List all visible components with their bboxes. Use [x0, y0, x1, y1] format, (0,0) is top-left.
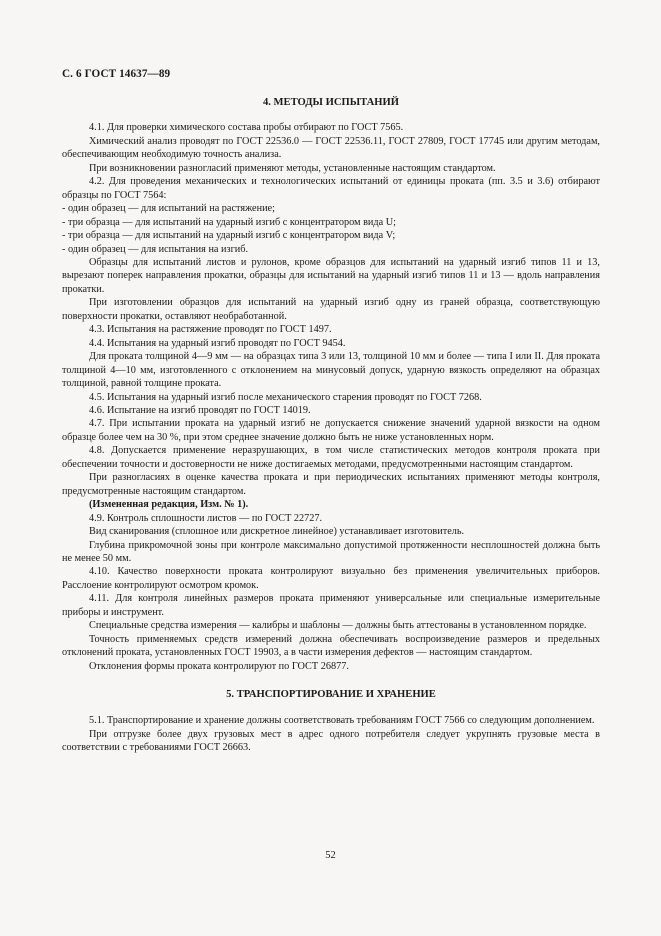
paragraph: Образцы для испытаний листов и рулонов, кроме образцов для испытаний на ударный изгиб типов 11 и 13, вырезают поперек направления прокатки, образцы для испытаний на ударный изгиб типов 11 и 13 — вдоль направления прокатки.: [62, 256, 600, 295]
page-content: [62, 96, 600, 755]
paragraph: 4.3. Испытания на растяжение проводят по ГОСТ 1497.: [89, 324, 332, 336]
paragraph: 5.1. Транспортирование и хранение должны соответствовать требованиям ГОСТ 7566 со следующим дополнением.: [89, 715, 595, 727]
paragraph: Специальные средства измерения — калибры и шаблоны — должны быть аттестованы в установленном порядке.: [89, 620, 587, 632]
paragraph: Точность применяемых средств измерений должна обеспечивать воспроизведение размеров и предельных отклонений проката, установленных ГОСТ 19903, а в части измерения дефектов — настоящим стандартом.: [62, 633, 600, 659]
page-header: С. 6 ГОСТ 14637—89: [62, 68, 171, 80]
paragraph: Глубина прикромочной зоны при контроле максимально допустимой протяженности несплошностей должна быть не менее 50 мм.: [62, 539, 600, 564]
section-4-body: [62, 121, 600, 673]
paragraph: 4.1. Для проверки химического состава пробы отбирают по ГОСТ 7565.: [89, 122, 404, 134]
paragraph: Химический анализ проводят по ГОСТ 22536.0 — ГОСТ 22536.11, ГОСТ 27809, ГОСТ 17745 или другим методам, обеспечивающим необходимую точность анализа.: [62, 135, 600, 161]
paragraph: 4.6. Испытание на изгиб проводят по ГОСТ 14019.: [89, 404, 311, 416]
paragraph: Отклонения формы проката контролируют по ГОСТ 26877.: [89, 660, 349, 672]
paragraph: 4.4. Испытания на ударный изгиб проводят по ГОСТ 9454.: [89, 337, 346, 349]
paragraph: При разногласиях в оценке качества проката и при периодических испытаниях применяют методы контроля, предусмотренные настоящим стандартом.: [62, 472, 600, 497]
paragraph: 4.11. Для контроля линейных размеров проката применяют универсальные или специальные измерительные приборы и инструмент.: [62, 593, 600, 618]
paragraph: При изготовлении образцов для испытаний на ударный изгиб одну из граней образца, соответствующую поверхности прокатки, оставляют необработанной.: [62, 297, 600, 322]
paragraph: 4.2. Для проведения механических и технологических испытаний от единицы проката (пп. 3.5 и 3.6) отбирают образцы по ГОСТ 7564:: [62, 176, 600, 201]
paragraph: Для проката толщиной 4—9 мм — на образцах типа 3 или 13, толщиной 10 мм и более — типа I или II. Для проката толщиной 4—10 мм, изготовленного с отклонением на минусовый допуск, ударную вязкость определяют на образцах толщиной, равной толщине проката.: [62, 351, 600, 390]
section-5-title: 5. ТРАНСПОРТИРОВАНИЕ И ХРАНЕНИЕ: [226, 689, 436, 701]
paragraph: При возникновении разногласий применяют методы, установленные настоящим стандартом.: [89, 162, 496, 174]
paragraph: (Измененная редакция, Изм. № 1).: [89, 499, 249, 511]
page-number: 52: [325, 850, 336, 861]
section-5-body: [62, 714, 600, 754]
paragraph: 4.7. При испытании проката на ударный изгиб не допускается снижение значений ударной вязкости на одном образце более чем на 30 %, при этом среднее значение должно быть не ниже установленных норм.: [62, 418, 600, 443]
paragraph: - один образец — для испытаний на растяжение;: [62, 203, 275, 215]
paragraph: 4.9. Контроль сплошности листов — по ГОСТ 22727.: [89, 512, 323, 524]
paragraph: При отгрузке более двух грузовых мест в адрес одного потребителя следует укрупнять грузовые места в соответствии с требованиями ГОСТ 26663.: [62, 728, 600, 754]
paragraph: 4.8. Допускается применение неразрушающих, в том числе статистических методов контроля проката при обеспечении точности и достоверности не ниже достигаемых методами, предусмотренными настоящим стандартом.: [62, 445, 600, 470]
paragraph: - три образца — для испытаний на ударный изгиб с концентратором вида V;: [62, 230, 396, 242]
section-4-title: 4. МЕТОДЫ ИСПЫТАНИЙ: [262, 97, 400, 108]
paragraph: - один образец — для испытания на изгиб.: [62, 243, 249, 255]
paragraph: 4.5. Испытания на ударный изгиб после механического старения проводят по ГОСТ 7268.: [89, 391, 482, 403]
paragraph: 4.10. Качество поверхности проката контролируют визуально без применения увеличительных приборов. Расслоение контролируют осмотром кромок.: [62, 566, 600, 591]
paragraph: Вид сканирования (сплошное или дискретное линейное) устанавливает изготовитель.: [89, 526, 465, 538]
paragraph: - три образца — для испытаний на ударный изгиб с концентратором вида U;: [62, 216, 396, 228]
